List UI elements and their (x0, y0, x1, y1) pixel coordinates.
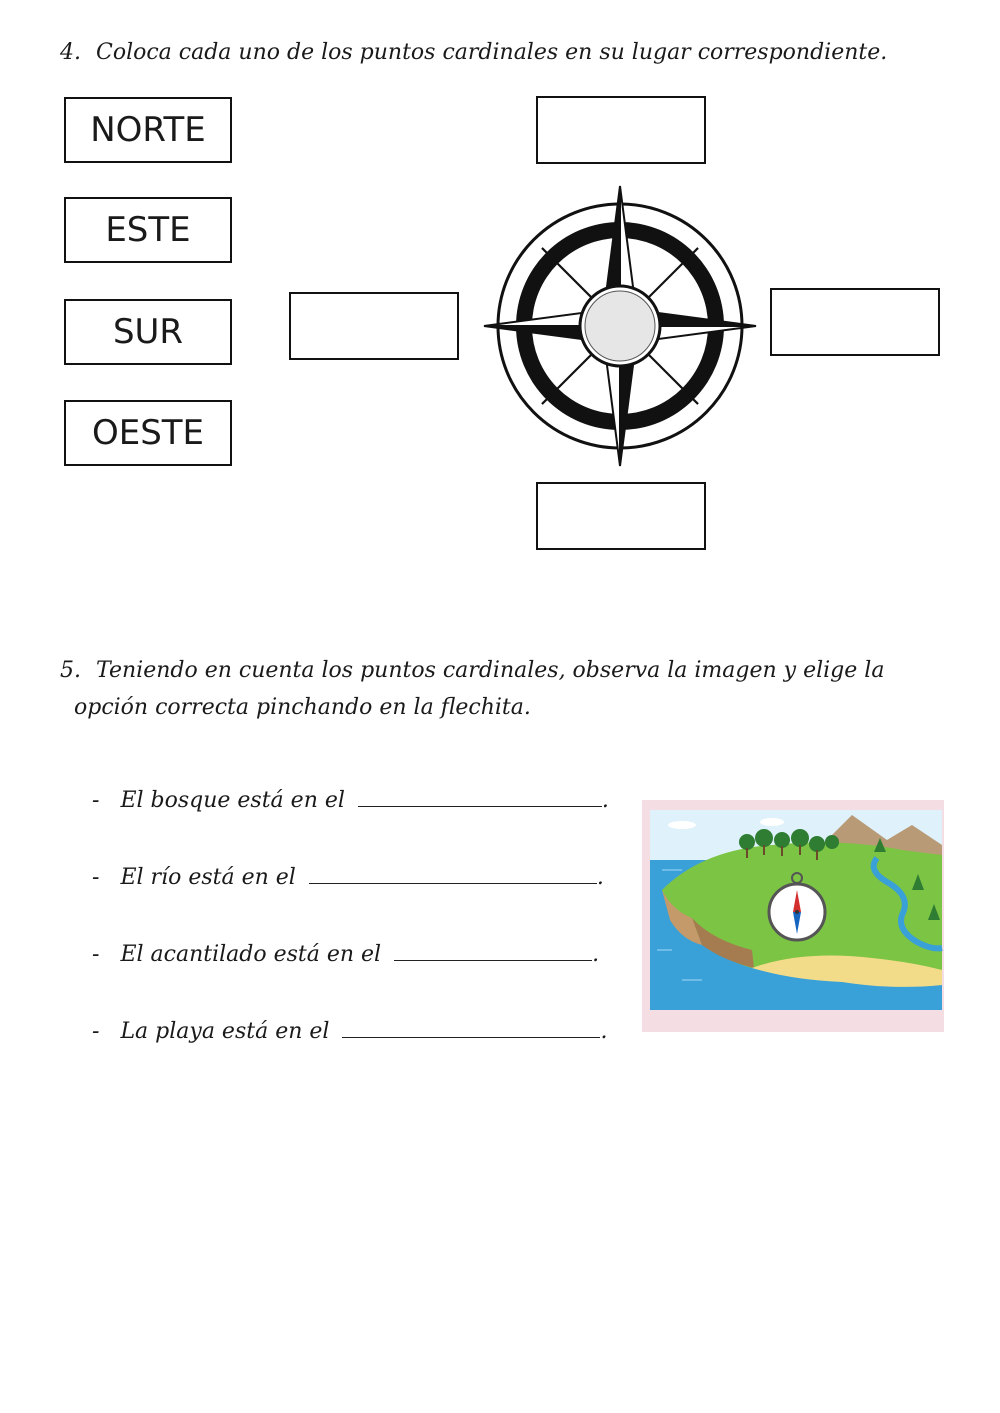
label-text: SUR (112, 312, 184, 352)
drop-zone-west[interactable] (289, 292, 459, 360)
answer-dropdown-rio[interactable] (309, 863, 597, 884)
question-5-title (60, 658, 960, 720)
question-4-title (60, 40, 887, 65)
question-text: Coloca cada uno de los puntos cardinales en su lugar correspondiente. (96, 40, 888, 65)
label-text: NORTE (90, 110, 206, 150)
drop-zone-south[interactable] (536, 482, 706, 550)
answer-dropdown-playa[interactable] (342, 1017, 600, 1038)
answer-dropdown-bosque[interactable] (358, 786, 602, 807)
sentence-acantilado: - El acantilado está en el . (92, 942, 600, 967)
question-text-line2: opción correcta pinchando en la flechita. (74, 695, 531, 720)
sentence-bosque: - El bosque está en el . (92, 788, 609, 813)
label-text: OESTE (91, 413, 205, 453)
label-norte[interactable] (64, 97, 232, 163)
sentence-rio: - El río está en el . (92, 865, 604, 890)
label-oeste[interactable] (64, 400, 232, 466)
drop-zone-east[interactable] (770, 288, 940, 356)
landscape-illustration (642, 800, 944, 1032)
label-este[interactable] (64, 197, 232, 263)
label-text: ESTE (105, 210, 191, 250)
drop-zone-north[interactable] (536, 96, 706, 164)
question-text-line1: Teniendo en cuenta los puntos cardinales, observa la imagen y elige la (96, 658, 885, 683)
answer-dropdown-acantilado[interactable] (394, 940, 592, 961)
sentence-playa: - La playa está en el . (92, 1019, 608, 1044)
question-number: 4. (60, 40, 81, 65)
question-number: 5. (60, 658, 81, 683)
label-sur[interactable] (64, 299, 232, 365)
compass-rose-icon (480, 183, 760, 469)
